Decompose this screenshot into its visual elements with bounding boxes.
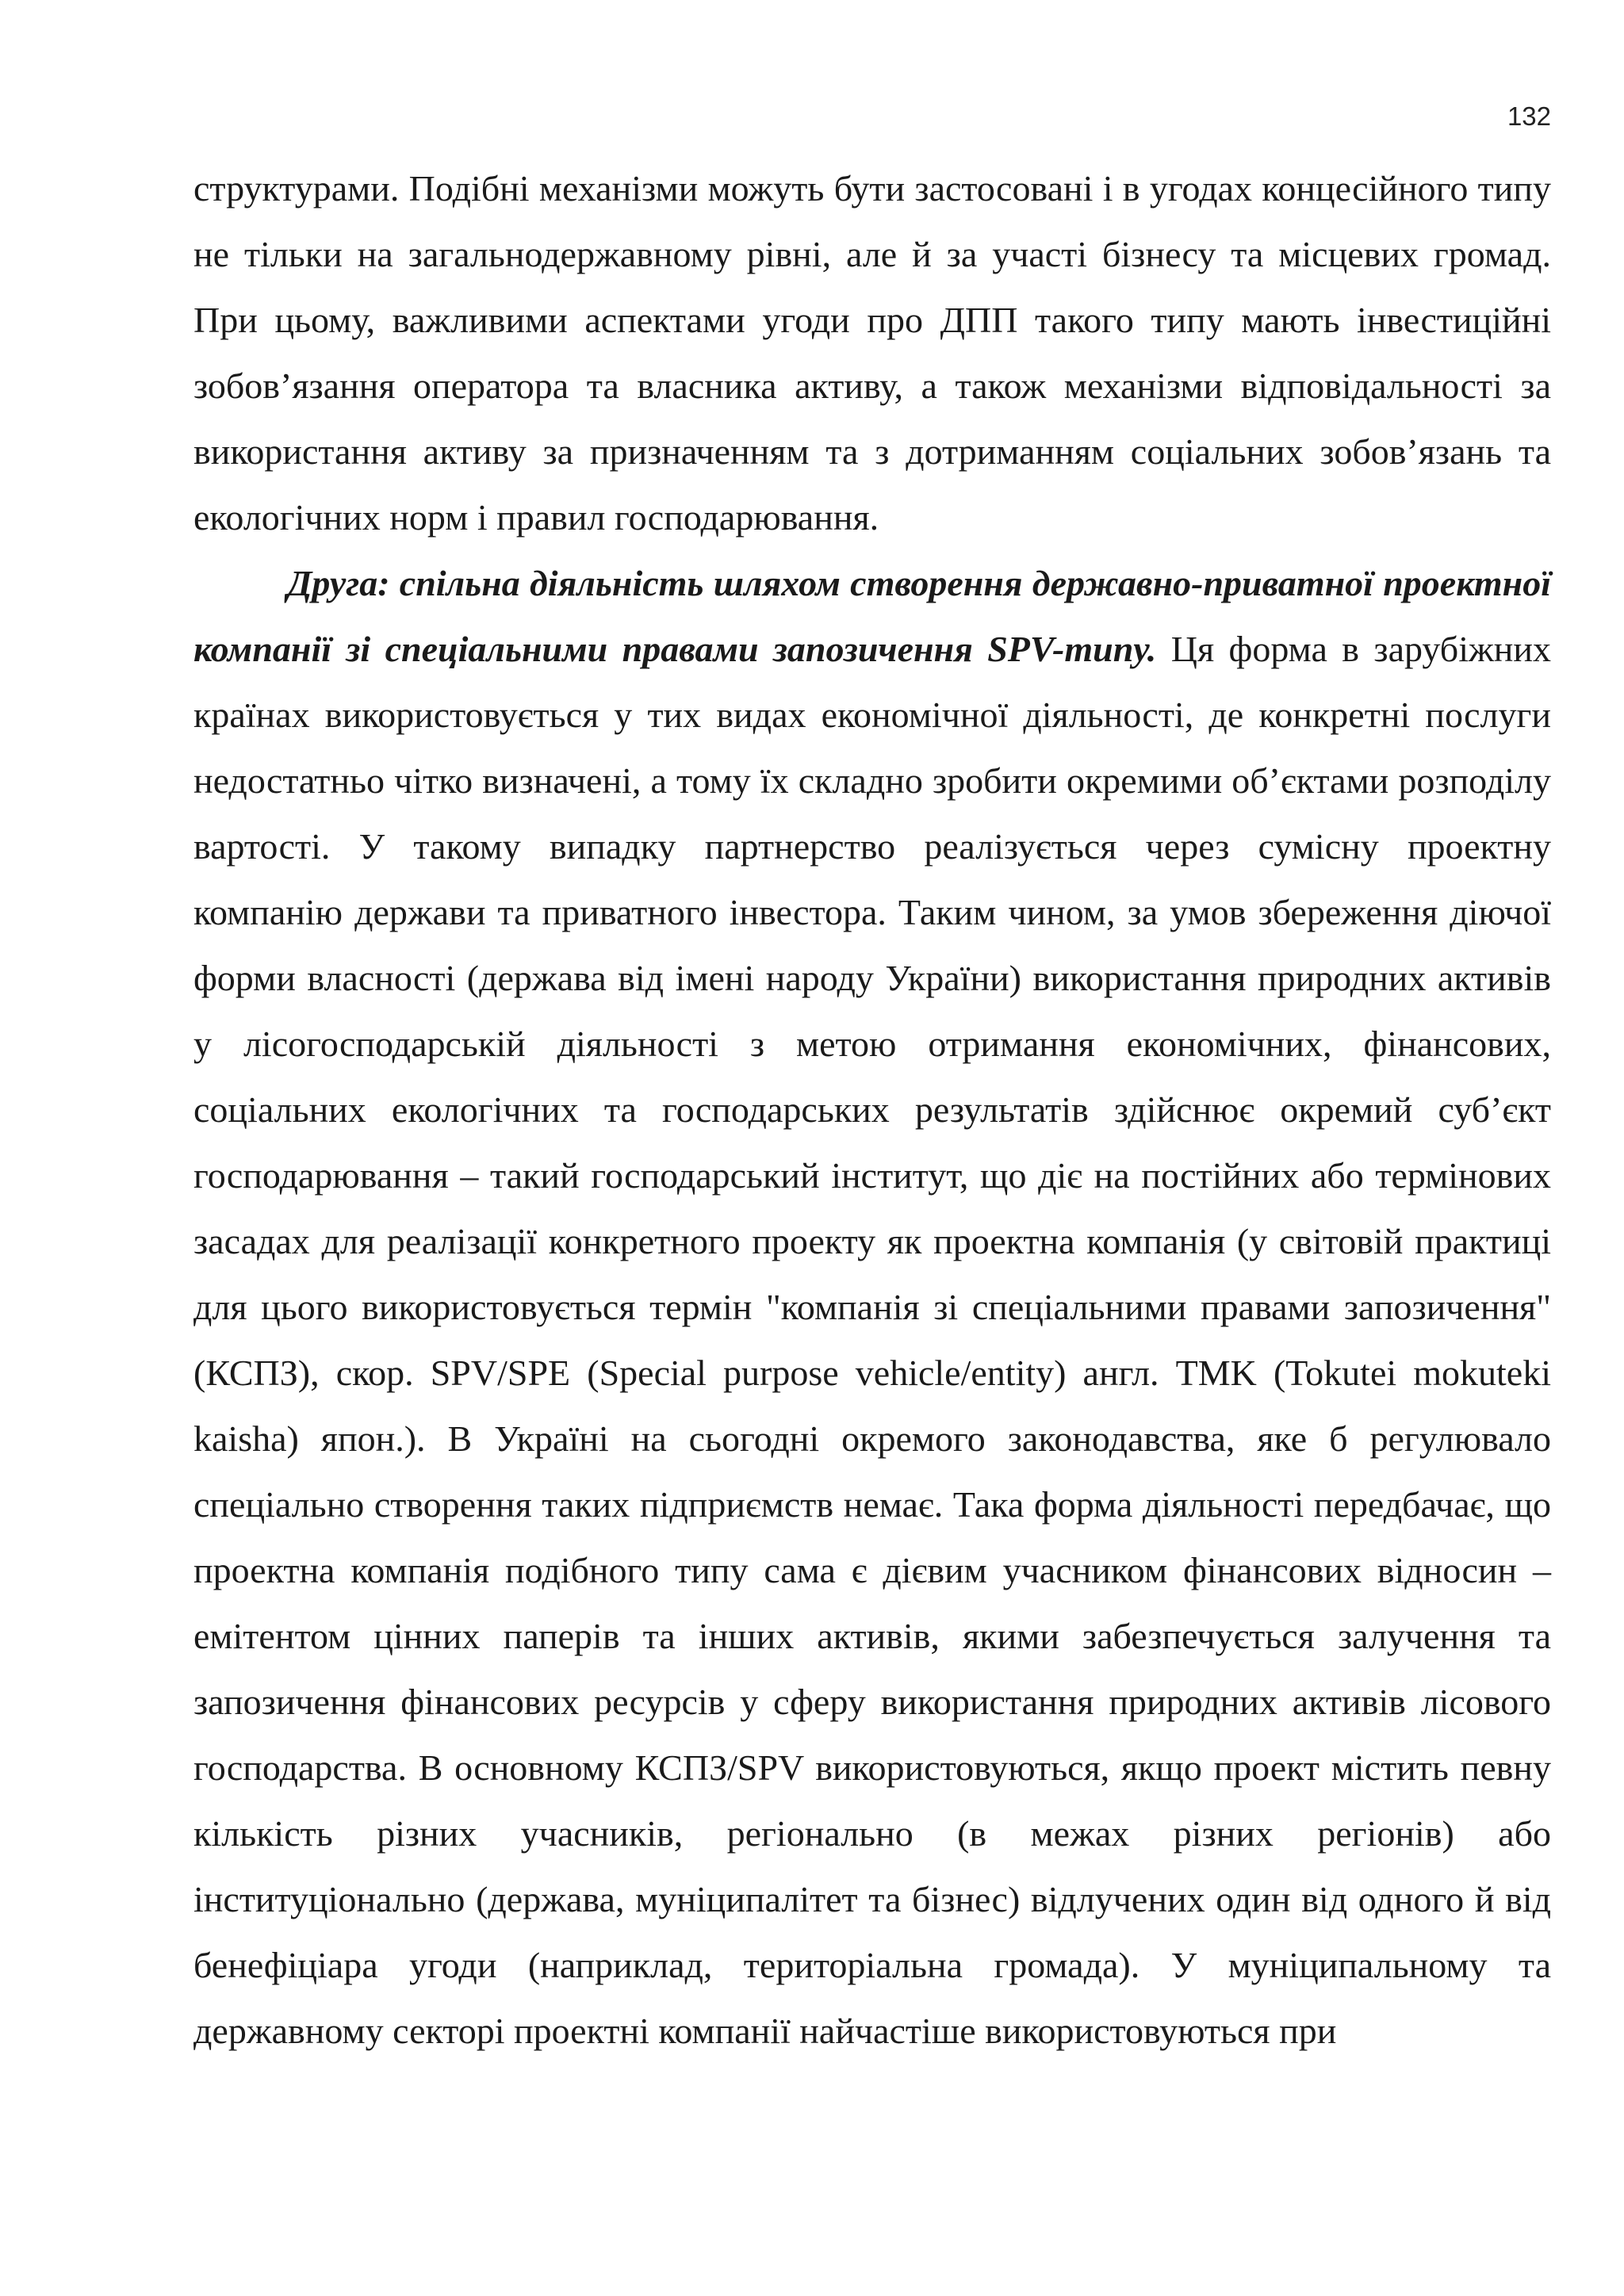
paragraph-continuation: структурами. Подібні механізми можуть бути застосовані і в угодах концесійного типу не тільки на загальнодержавному рівні, але й за участі бізнесу та місцевих громад. При цьому, важливими аспектами угоди про ДПП такого типу мають інвестиційні зобов’язання оператора та власника активу, а також механізми відповідальності за використання активу за призначенням та з дотриманням соціальних зобов’язань та екологічних норм і правил господарювання. (193, 168, 1551, 538)
document-body (193, 155, 1551, 2064)
paragraph-lead-heading: Друга: спільна діяльність шляхом створення державно-приватної проектної компанії зі спеціальними правами запозичення SPV-типу. (193, 563, 1551, 669)
paragraph-second-form-body: Ця форма в зарубіжних країнах використовується у тих видах економічної діяльності, де конкретні послуги недостатньо чітко визначені, а тому їх складно зробити окремими об’єктами розподілу вартості. У такому випадку партнерство реалізується через сумісну проектну компанію держави та приватного інвестора. Таким чином, за умов збереження діючої форми власності (держава від імені народу України) використання природних активів у лісогосподарській діяльності з метою отримання економічних, фінансових, соціальних екологічних та господарських результатів здійснює окремий суб’єкт господарювання – такий господарський інститут, що діє на постійних або термінових засадах для реалізації конкретного проекту як проектна компанія (у світовій практиці для цього використовується термін "компанія зі спеціальними правами запозичення" (КСПЗ), скор. SPV/SPE (Special purpose vehicle/entity) англ. TMK (Tokutei mokuteki kaisha) япон.). В Україні на сьогодні окремого законодавства, яке б регулювало спеціально створення таких підприємств немає. Така форма діяльності передбачає, що проектна компанія подібного типу сама є дієвим учасником фінансових відносин – емітентом цінних паперів та інших активів, якими забезпечується залучення та запозичення фінансових ресурсів у сферу використання природних активів лісового господарства. В основному КСПЗ/SPV використовуються, якщо проект містить певну кількість різних учасників, регіонально (в межах різних регіонів) або інституціонально (держава, муніципалітет та бізнес) відлучених один від одного й від бенефіціара угоди (наприклад, територіальна громада). У муніципальному та державному секторі проектні компанії найчастіше використовуються при (193, 629, 1552, 2051)
page-number: 132 (1507, 101, 1551, 131)
paragraph-second-form (193, 550, 1551, 2064)
